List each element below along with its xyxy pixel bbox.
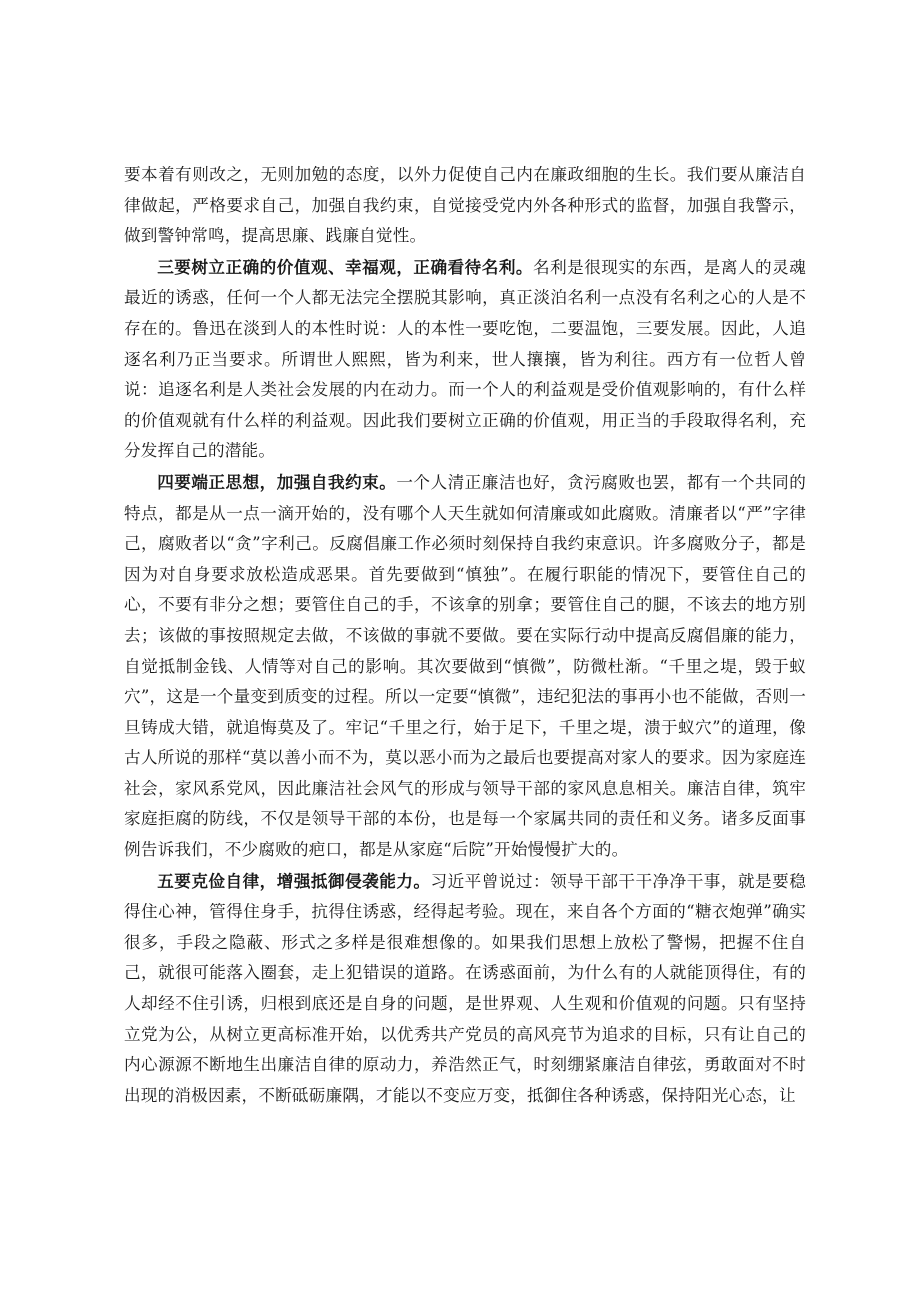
paragraph-text: 名利是很现实的东西，是离人的灵魂最近的诱惑，任何一个人都无法完全摆脱其影响，真正淡泊名利一点没有名利之心的人是不存在的。鲁迅在淡到人的本性时说：人的本性一要吃饱，二要温饱，三要发展。因此，人追逐名利乃正当要求。所谓世人熙熙，皆为利来，世人攘攘，皆为利往。西方有一位哲人曾说：追逐名利是人类社会发展的内在动力。而一个人的利益观是受价值观影响的，有什么样的价值观就有什么样的利益观。因此我们要树立正确的价值观，用正当的手段取得名利，充分发挥自己的潜能。 bbox=[124, 257, 806, 461]
paragraph-text: 要本着有则改之，无则加勉的态度，以外力促使自己内在廉政细胞的生长。我们要从廉洁自律做起，严格要求自己，加强自我约束，自觉接受党内外各种形式的监督，加强自我警示，做到警钟常鸣，提高思廉、践廉自觉性。 bbox=[124, 165, 806, 246]
paragraph-heading: 三要树立正确的价值观、幸福观，正确看待名利。 bbox=[157, 256, 533, 277]
paragraph-text: 一个人清正廉洁也好，贪污腐败也罢，都有一个共同的特点，都是从一点一滴开始的，没有哪个人天生就如何清廉或如此腐败。清廉者以“严”字律己，腐败者以“贪”字利己。反腐倡廉工作必须时刻保持自我约束意识。许多腐败分子，都是因为对自身要求放松造成恶果。首先要做到“慎独”。在履行职能的情况下，要管住自己的心，不要有非分之想；要管住自己的手，不该拿的别拿；要管住自己的腿，不该去的地方别去；该做的事按照规定去做，不该做的事就不要做。要在实际行动中提高反腐倡廉的能力，自觉抵制金钱、人情等对自己的影响。其次要做到“慎微”，防微杜渐。“千里之堤，毁于蚁穴”，这是一个量变到质变的过程。所以一定要“慎微”，违纪犯法的事再小也不能做，否则一旦铸成大错，就追悔莫及了。牢记“千里之行，始于足下，千里之堤，溃于蚁穴”的道理，像古人所说的那样“莫以善小而不为，莫以恶小而为之最后也要提高对家人的要求。因为家庭连社会，家风系党风，因此廉洁社会风气的形成与领导干部的家风息息相关。廉洁自律，筑牢家庭拒腐的防线，不仅是领导干部的本份，也是每一个家属共同的责任和义务。诸多反面事例告诉我们，不少腐败的疤口，都是从家庭“后院”开始慢慢扩大的。 bbox=[124, 472, 806, 860]
paragraph-point-five bbox=[124, 866, 806, 1112]
paragraph-text: 习近平曾说过：领导干部干干净净干事，就是要稳得住心神，管得住身手，抗得住诱惑，经得起考验。现在，来自各个方面的“糖衣炮弹”确实很多，手段之隐蔽、形式之多样是很难想像的。如果我们思想上放松了警惕，把握不住自己，就很可能落入圈套，走上犯错误的道路。在诱惑面前，为什么有的人就能顶得住，有的人却经不住引诱，归根到底还是自身的问题，是世界观、人生观和价值观的问题。只有坚持立党为公，从树立更高标准开始，以优秀共产党员的高风亮节为追求的目标，只有让自己的内心源源不断地生出廉洁自律的原动力，养浩然正气，时刻绷紧廉洁自律弦，勇敢面对不时出现的消极因素，不断砥砺廉隅，才能以不变应万变，抵御住各种诱惑，保持阳光心态，让 bbox=[124, 871, 807, 1105]
paragraph-heading: 五要克俭自律，增强抵御侵袭能力。 bbox=[157, 870, 431, 891]
paragraph-point-four bbox=[124, 467, 806, 866]
paragraph-point-three bbox=[124, 252, 806, 467]
document-body bbox=[124, 160, 806, 1111]
paragraph-heading: 四要端正思想，加强自我约束。 bbox=[157, 471, 397, 492]
paragraph-continuation bbox=[124, 160, 806, 252]
